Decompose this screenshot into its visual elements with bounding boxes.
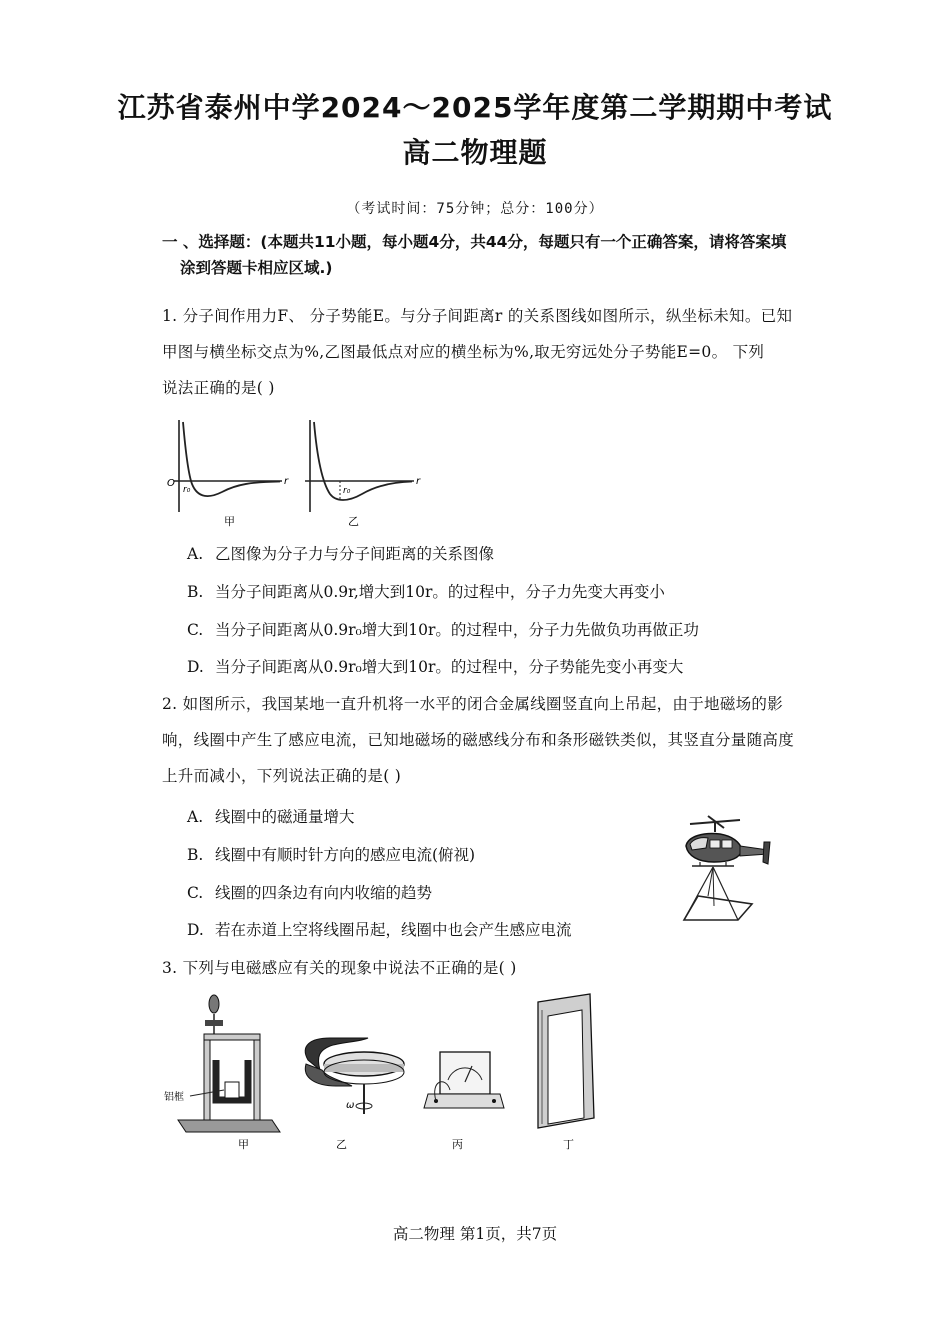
figure-caption-ding: 丁 xyxy=(563,1138,574,1151)
q2-option-b xyxy=(187,843,475,867)
left-graph xyxy=(167,420,289,512)
option-label: A. xyxy=(187,545,204,563)
option-text: 若在赤道上空将线圈吊起，线圈中也会产生感应电流 xyxy=(215,921,572,939)
exam-title: 江苏省泰州中学2024～2025学年度第二学期期中考试 xyxy=(117,91,833,124)
figure-caption-jia: 甲 xyxy=(238,1138,249,1151)
option-text: 线圈中的磁通量增大 xyxy=(215,808,355,826)
exam-info: （考试时间：75分钟；总分：100分） xyxy=(346,201,604,217)
option-text: 当分子间距离从0.9r₀增大到10r。的过程中，分子势能先变小再变大 xyxy=(215,658,684,676)
option-text: 线圈的四条边有向内收缩的趋势 xyxy=(215,884,433,902)
page-footer: 高二物理 第1页，共7页 xyxy=(392,1225,558,1243)
q2-option-d xyxy=(187,918,572,942)
security-gate-apparatus xyxy=(538,994,594,1128)
option-label: B. xyxy=(187,846,204,864)
galvanometer-apparatus xyxy=(424,1052,504,1108)
figure-caption-bing: 丙 xyxy=(452,1138,463,1151)
figure-caption-yi: 乙 xyxy=(336,1138,347,1151)
right-graph xyxy=(305,420,421,512)
right-graph-caption: 乙 xyxy=(348,515,359,528)
section-heading-line2: 涂到答题卡相应区域.) xyxy=(180,259,333,277)
omega-label: ω xyxy=(346,1100,355,1111)
right-r0-label: r₀ xyxy=(343,486,351,496)
helicopter-icon xyxy=(686,816,770,866)
magnet-frame-apparatus xyxy=(164,995,280,1132)
option-label: D. xyxy=(187,921,204,939)
left-graph-caption: 甲 xyxy=(224,515,235,528)
question-3-stem xyxy=(162,950,832,986)
question-2-stem xyxy=(162,686,832,794)
q1-graph-figure xyxy=(162,412,427,534)
q1-option-c xyxy=(187,618,699,642)
option-text: 当分子间距离从0.9r₀增大到10r。的过程中，分子力先做负功再做正功 xyxy=(215,621,699,639)
left-r0-label: r₀ xyxy=(183,485,191,495)
q2-option-c xyxy=(187,881,432,905)
q2-option-a xyxy=(187,805,355,829)
section-heading-line1: 一 、选择题：(本题共11小题，每小题4分，共44分，每题只有一个正确答案，请将答案填 xyxy=(162,233,787,251)
option-label: C. xyxy=(187,621,204,639)
option-label: C. xyxy=(187,884,204,902)
section-heading xyxy=(162,229,842,281)
q1-line3: 说法正确的是( ) xyxy=(162,379,275,397)
q2-line2: 响，线圈中产生了感应电流，已知地磁场的磁感线分布和条形磁铁类似，其竖直分量随高度 xyxy=(162,731,795,749)
option-label: A. xyxy=(187,808,204,826)
exam-subtitle: 高二物理题 xyxy=(402,136,548,169)
left-r-label: r xyxy=(284,476,289,487)
option-label: B. xyxy=(187,583,204,601)
option-label: D. xyxy=(187,658,204,676)
q3-line1: 3. 下列与电磁感应有关的现象中说法不正确的是( ) xyxy=(162,959,517,977)
q1-option-b xyxy=(187,580,665,604)
option-text: 乙图像为分子力与分子间距离的关系图像 xyxy=(215,545,495,563)
right-r-label: r xyxy=(416,476,421,487)
question-1-stem xyxy=(162,298,832,406)
option-text: 线圈中有顺时针方向的感应电流(俯视) xyxy=(215,846,476,864)
q1-option-d xyxy=(187,655,683,679)
q2-line1: 2. 如图所示，我国某地一直升机将一水平的闭合金属线圈竖直向上吊起，由于地磁场的影 xyxy=(162,695,784,713)
q1-line1: 1. 分子间作用力F、 分子势能E。与分子间距离r 的关系图线如图所示，纵坐标未知。已知 xyxy=(162,307,793,325)
q1-option-a xyxy=(187,542,494,566)
q2-line3: 上升而减小，下列说法正确的是( ) xyxy=(162,767,402,785)
option-text: 当分子间距离从0.9r,增大到10r。的过程中，分子力先变大再变小 xyxy=(215,583,665,601)
aluminum-frame-label: 铝框 xyxy=(164,1092,184,1103)
rotating-disk-apparatus xyxy=(305,1038,404,1114)
coil-loop xyxy=(684,867,752,920)
helicopter-figure xyxy=(668,812,778,924)
left-origin-label: O xyxy=(167,478,175,489)
q3-figures xyxy=(160,990,610,1158)
q1-line2: 甲图与横坐标交点为%,乙图最低点对应的横坐标为%,取无穷远处分子势能E=0。 下列 xyxy=(162,343,765,361)
